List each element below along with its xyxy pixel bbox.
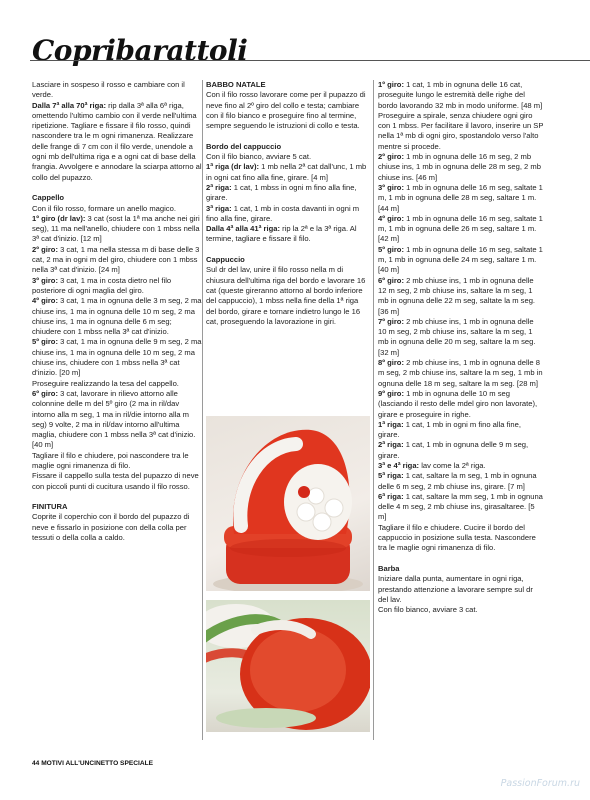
- paragraph: Con il filo rosso lavorare come per il pupazzo di neve fino al 2º giro del collo e testa; cambiare con il filo bianco e proseguire fino al termine, sempre seguendo le istruzioni di collo e testa.: [206, 90, 366, 131]
- section-heading-bordo: Bordo del cappuccio: [206, 141, 282, 151]
- instruction-round: 1º giro: 1 cat, 1 mb in ognuna delle 16 cat, proseguite lungo le estremità delle righe del bordo lavorando 32 mb in modo uniforme. [48 m]: [378, 80, 543, 110]
- column-3: [378, 80, 544, 615]
- page-number: 44: [32, 760, 40, 767]
- instruction-round: 2º giro: 1 mb in ognuna delle 16 m seg, 2 mb chiuse ins, 1 mb in ognuna delle 28 m seg, 2 mb chiuse ins. [46 m]: [378, 152, 541, 182]
- page-footer: [32, 760, 153, 767]
- instruction-round: 3º giro: 1 mb in ognuna delle 16 m seg, saltate 1 m, 1 mb in ognuna delle 28 m seg, saltare 1 m. [44 m]: [378, 182, 543, 213]
- instruction-round: 5º giro: 1 mb in ognuna delle 16 m seg, saltate 1 m, 1 mb in ognuna delle 24 m seg, saltare 1 m. [40 m]: [378, 244, 543, 275]
- instruction-round: 7º giro: 2 mb chiuse ins, 1 mb in ognuna delle 10 m seg, 2 mb chiuse ins, saltare la m seg, 1 mb in ognuna delle 20 m seg, saltare la m seg. [32 m]: [378, 316, 536, 357]
- page-title: Copribarattoli: [32, 34, 248, 67]
- santa-jar-photo: [206, 416, 370, 591]
- paragraph: Proseguire a spirale, senza chiudere ogni giro con 1 mbss. Per facilitare il lavoro, inserire un SP nella 1ª mb di ogni giro, spostandolo verso l'alto mentre si procede.: [378, 110, 544, 151]
- paragraph: Iniziare dalla punta, aumentare in ogni riga, prestando attenzione a lavorare sempre sul dr del lav.: [378, 574, 533, 604]
- column-2: [206, 80, 370, 327]
- instruction-row: 3ª riga: 1 cat, 1 mb in costa davanti in ogni m fino alla fine, girare.: [206, 203, 360, 223]
- paragraph: Lasciare in sospeso il rosso e cambiare con il verde.: [32, 80, 185, 100]
- column-1: [32, 80, 202, 543]
- paragraph: Con filo bianco, avviare 3 cat.: [378, 605, 478, 615]
- instruction-round: 4º giro: 3 cat, 1 ma in ognuna delle 3 m seg, 2 ma chiuse ins, 1 ma in ognuna delle 10 m seg, 2 ma chiuse ins, 1 ma in ognuna delle 6 m seg; chiudere con 1 mbss nella 3ª cat d'inizio.: [32, 296, 202, 337]
- section-heading-finitura: FINITURA: [32, 502, 68, 512]
- section-heading-babbo-natale: BABBO NATALE: [206, 80, 266, 89]
- instruction-round: 3º giro: 3 cat, 1 ma in costa dietro nel filo posteriore di ogni maglia del giro.: [32, 275, 172, 295]
- column-divider: [202, 80, 203, 740]
- instruction-row: 1ª riga (dr lav): 1 mb nella 2ª cat dall'unc, 1 mb in ogni cat fino alla fine, girare. [4 m]: [206, 162, 367, 182]
- instruction-round: Dalla 7ª alla 70ª riga: rip dalla 3ª alla 6ª riga, omettendo l'ultimo cambio con il verde nell'ultima ripetizione. Tagliare e fissare il filo rosso, quindi nascondere tra le m ogni rimanenza. Realizzare delle frange di 7 cm con il filo verde, unendole a ogni mb dell'ultima riga e a ogni cat di base della frangia. Avvolgere e annodare la sciarpa attorno al collo del pupazzo.: [32, 100, 202, 182]
- section-heading-barba: Barba: [378, 563, 400, 573]
- instruction-round: 2º giro: 3 cat, 1 ma nella stessa m di base delle 3 cat, 2 ma in ogni m del giro, chiudere con 1 mbss nella 3ª cat d'inizio. [24 m]: [32, 244, 200, 275]
- instruction-row: 2ª riga: 1 cat, 1 mbss in ogni m fino alla fine, girare.: [206, 182, 357, 203]
- section-heading-cappello: Cappello: [32, 193, 65, 203]
- column-divider: [373, 80, 374, 740]
- watermark: PassionForum.ru: [500, 778, 580, 789]
- instruction-row: 5ª riga: 1 cat, saltare la m seg, 1 mb in ognuna delle 6 m seg, 2 mb chiuse ins, girare. [7 m]: [378, 471, 537, 491]
- instruction-row: 2ª riga: 1 cat, 1 mb in ognuna delle 9 m seg, girare.: [378, 440, 529, 460]
- instruction-round: 6º giro: 3 cat, lavorare in rilievo attorno alle colonnine delle m del 5º giro (2 ma in ril/dav intorno alla m seg, 1 ma in ril/die intorno alla m seg) 9 volte, 2 ma in ril/dav intorno all'ultima maglia, chiudere con 1 mbss nella 3ª cat d'inizio. [40 m]: [32, 388, 196, 450]
- section-heading-cappuccio: Cappuccio: [206, 255, 245, 265]
- paragraph: Con il filo bianco, avviare 5 cat.: [206, 152, 312, 162]
- instruction-row: 6ª riga: 1 cat, saltare la mm seg, 1 mb in ognuna delle 4 m seg, 2 mb chiuse ins, girasaltaree. [5 m]: [378, 491, 543, 522]
- paragraph: Tagliare il filo e chiudere, poi nascondere tra le maglie ogni rimanenza di filo.: [32, 450, 189, 470]
- paragraph: Tagliare il filo e chiudere. Cucire il bordo del cappuccio in posizione sulla testa. Nascondere tra le maglie ogni rimanenza di filo.: [378, 522, 536, 553]
- paragraph: Proseguire realizzando la tesa del cappello.: [32, 378, 179, 388]
- paragraph: Con il filo rosso, formare un anello magico.: [32, 203, 176, 213]
- paragraph: Sul dr del lav, unire il filo rosso nella m di chiusura dell'ultima riga del bordo e lavorare 16 cat (queste gireranno attorno al bordo inferiore del cappuccio), 1 mbss nella fine della 1ª riga del bordo, girare e tornare indietro lungo le 16 cat, proseguendo la lavorazione in giri.: [206, 265, 366, 326]
- paragraph: Coprite il coperchio con il bordo del pupazzo di neve e fissarlo in posizione con della colla per tessuti o della colla a caldo.: [32, 512, 190, 543]
- instruction-row: 3ª e 4ª riga: lav come la 2ª riga.: [378, 460, 486, 470]
- santa-illustration: [206, 416, 370, 591]
- instruction-round: 4º giro: 1 mb in ognuna delle 16 m seg, saltate 1 m, 1 mb in ognuna delle 26 m seg, saltare 1 m. [42 m]: [378, 213, 543, 244]
- instruction-round: 6º giro: 2 mb chiuse ins, 1 mb in ognuna delle 12 m seg, 2 mb chiuse ins, saltare la m seg, 1 mb in ognuna delle 22 m seg, saltate la m seg. [36 m]: [378, 275, 536, 316]
- instruction-round: 1º giro (dr lav): 3 cat (sost la 1ª ma anche nei giri seg), 11 ma nell'anello, chiudere con 1 mbss nella 3ª cat d'inizio. [12 m]: [32, 213, 200, 244]
- instruction-row: Dalla 4ª alla 41ª riga: rip la 2ª e la 3ª riga. Al termine, tagliare e fissare il filo.: [206, 224, 357, 244]
- paragraph: Fissare il cappello sulla testa del pupazzo di neve con piccoli punti di cucitura usando il filo rosso.: [32, 471, 199, 491]
- hood-illustration: [206, 600, 370, 732]
- instruction-row: 1ª riga: 1 cat, 1 mb in ogni m fino alla fine, girare.: [378, 419, 521, 440]
- hood-detail-photo: [206, 600, 370, 732]
- title-divider: [30, 60, 590, 61]
- instruction-round: 5º giro: 3 cat, 1 ma in ognuna delle 9 m seg, 2 ma chiuse ins, 1 ma in ognuna delle 10 m seg, 2 ma chiuse ins, chiudere con 1 mbss nella 3ª cat d'inizio. [20 m]: [32, 337, 202, 378]
- instruction-round: 8º giro: 2 mb chiuse ins, 1 mb in ognuna delle 8 m seg, 2 mb chiuse ins, saltare la m seg, 1 mb in ognuna delle 18 m seg, saltare la m seg. [28 m]: [378, 358, 543, 388]
- magazine-name: MOTIVI ALL'UNCINETTO SPECIALE: [41, 760, 154, 767]
- instruction-round: 9º giro: 1 mb in ognuna delle 10 m seg (lasciando il resto delle mdel giro non lavorate), girare e proseguire in righe.: [378, 388, 538, 419]
